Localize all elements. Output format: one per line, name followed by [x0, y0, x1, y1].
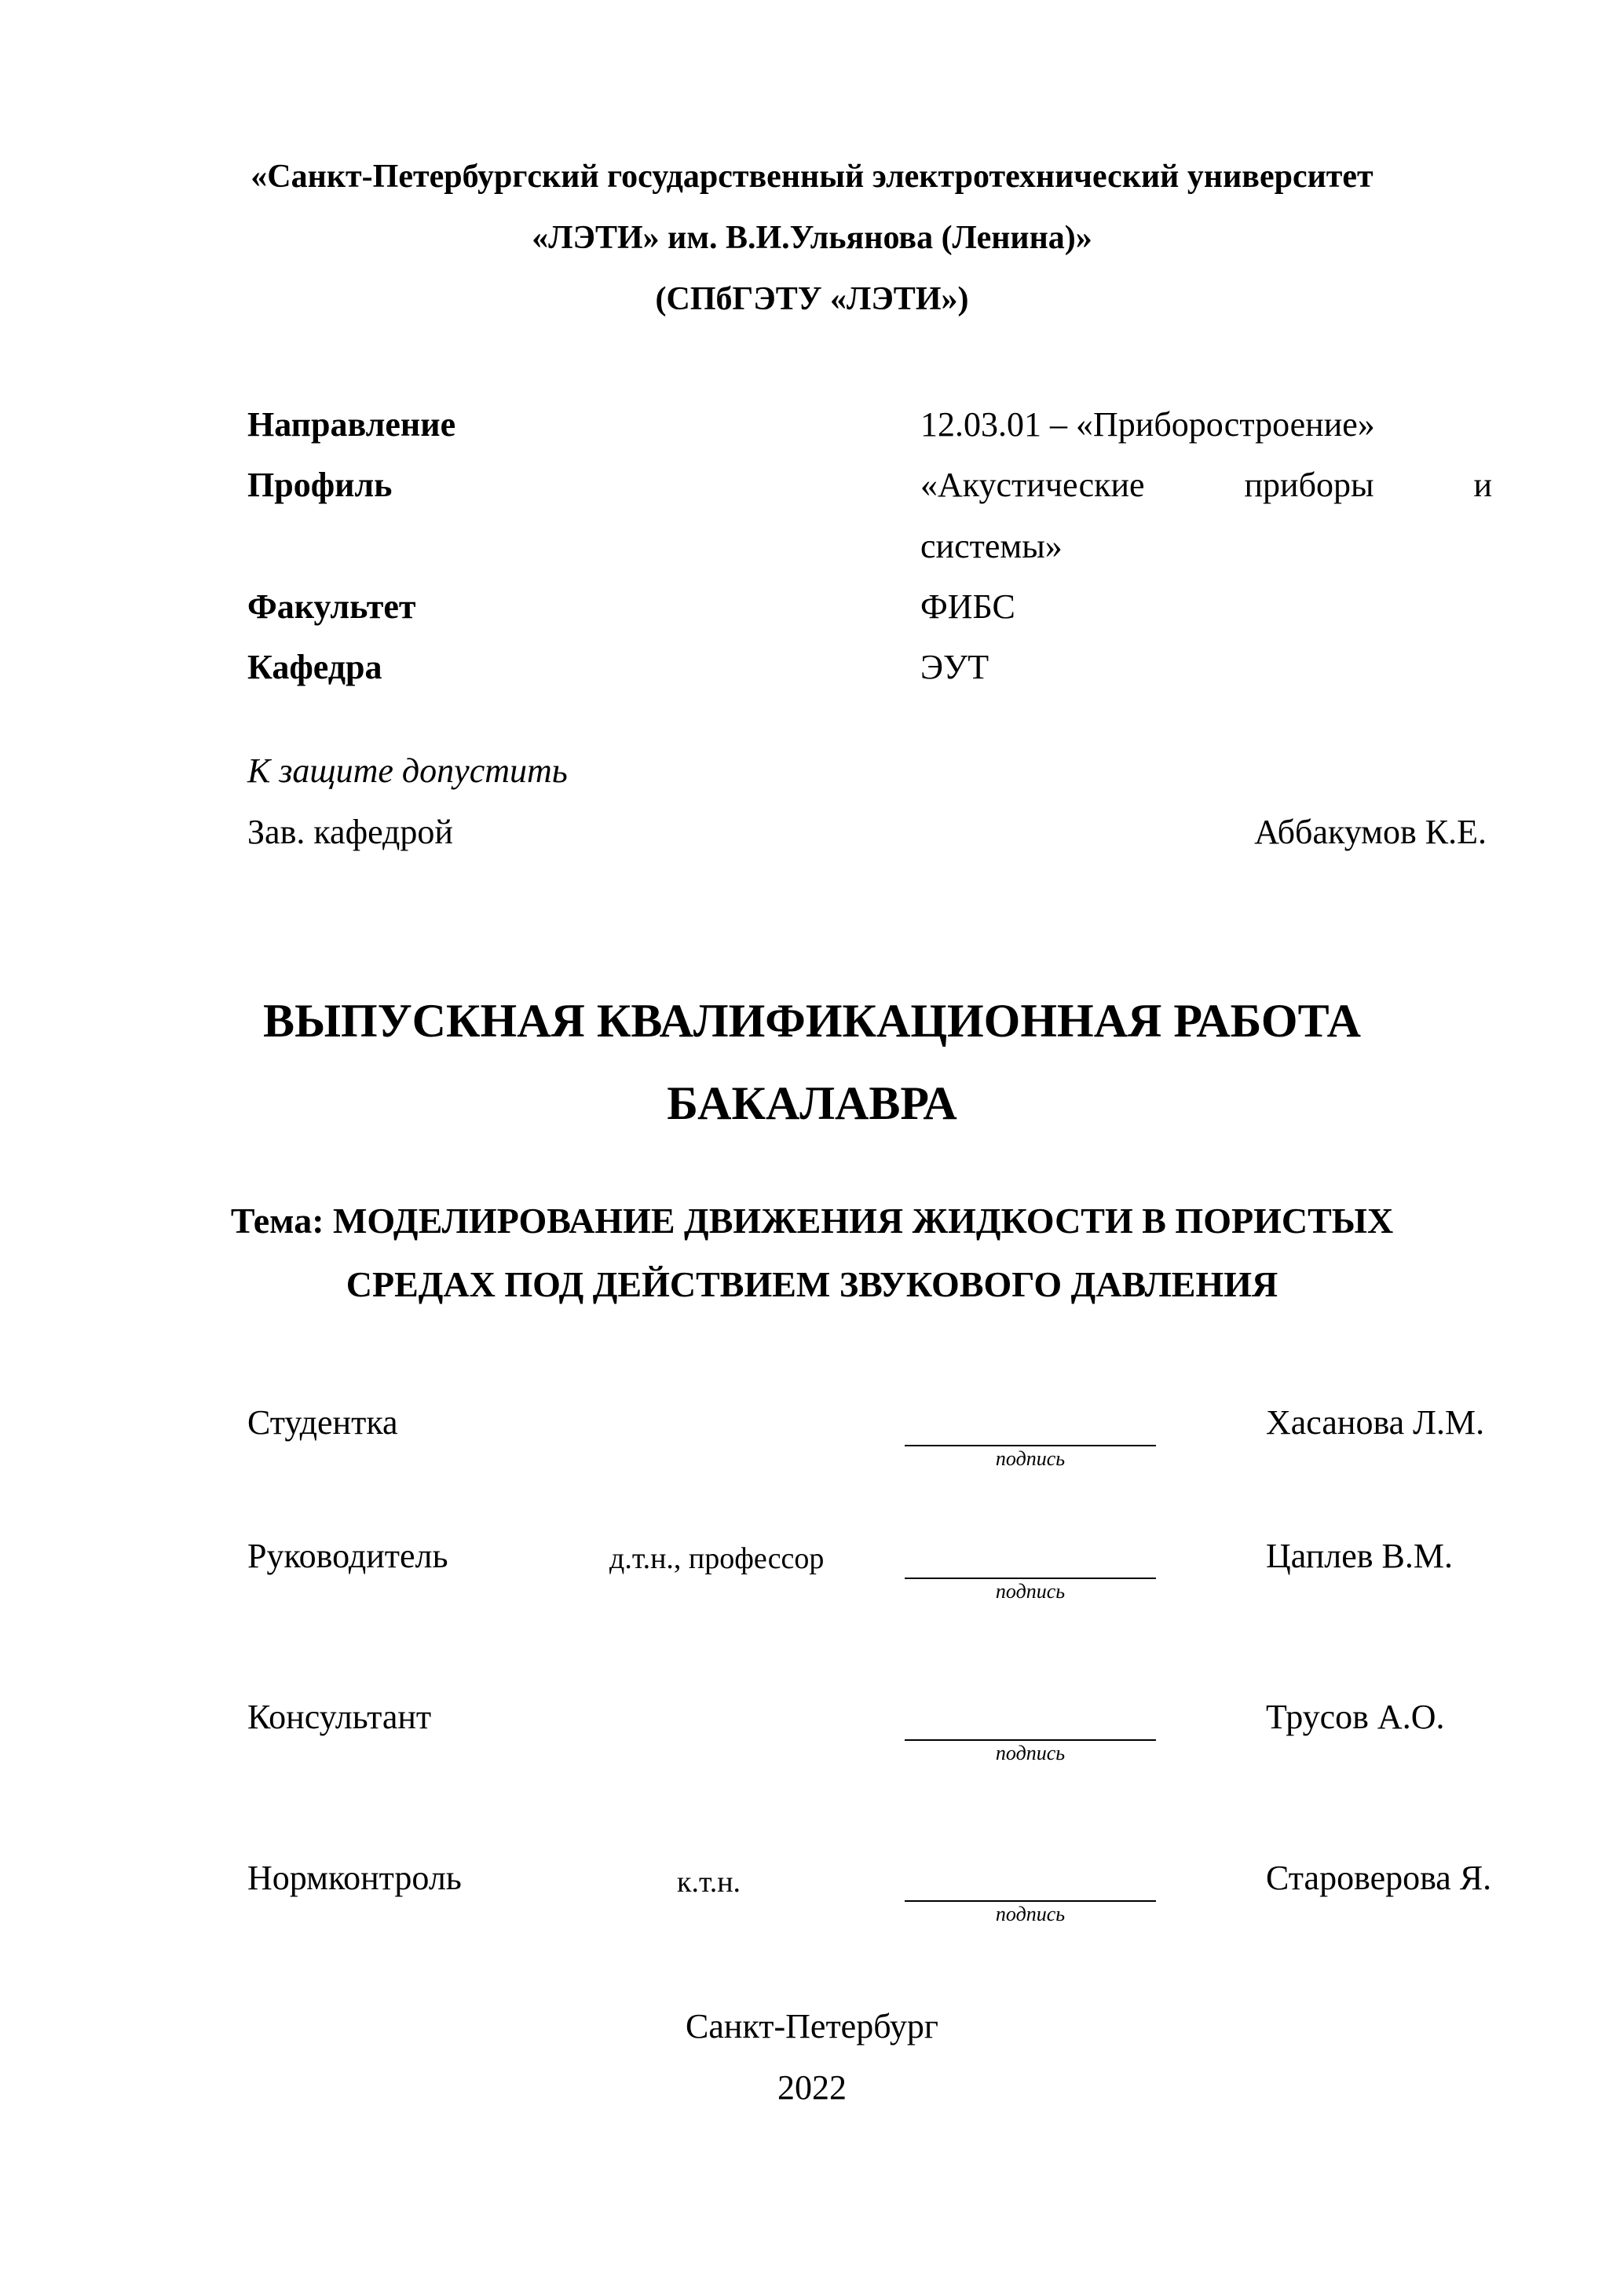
signature-name-supervisor: Цаплев В.М.	[1266, 1537, 1454, 1575]
profile-value	[920, 465, 1492, 506]
faculty-label: Факультет	[247, 587, 416, 626]
department-value: ЭУТ	[920, 648, 989, 686]
footer-city: Санкт-Петербург	[686, 2007, 938, 2046]
signature-role-consultant: Консультант	[247, 1698, 432, 1736]
signature-line-consultant	[905, 1739, 1156, 1741]
signature-hint-consultant: подпись	[995, 1742, 1066, 1764]
profile-word-3: и	[1473, 466, 1492, 504]
admit-to-defense: К защите допустить	[247, 751, 568, 790]
thesis-title-line2: БАКАЛАВРА	[667, 1077, 957, 1129]
signature-role-normcontrol: Нормконтроль	[247, 1859, 462, 1897]
footer-year: 2022	[777, 2068, 847, 2107]
university-short-name: (СПбГЭТУ «ЛЭТИ»)	[655, 281, 969, 317]
faculty-value: ФИБС	[920, 587, 1015, 626]
thesis-theme-line1: Тема: МОДЕЛИРОВАНИЕ ДВИЖЕНИЯ ЖИДКОСТИ В ПОРИСТЫХ	[230, 1201, 1394, 1241]
signature-line-student	[905, 1445, 1156, 1446]
signature-name-normcontrol: Староверова Я.	[1266, 1859, 1492, 1897]
thesis-theme-line2: СРЕДАХ ПОД ДЕЙСТВИЕМ ЗВУКОВОГО ДАВЛЕНИЯ	[346, 1264, 1278, 1304]
signature-line-normcontrol	[905, 1900, 1156, 1902]
university-name-line2: «ЛЭТИ» им. В.И.Ульянова (Ленина)»	[532, 220, 1092, 256]
signature-role-student: Студентка	[247, 1403, 398, 1442]
signature-line-supervisor	[905, 1578, 1156, 1579]
signature-hint-supervisor: подпись	[995, 1580, 1066, 1603]
signature-hint-normcontrol: подпись	[995, 1903, 1066, 1925]
university-name-line1: «Санкт-Петербургский государственный электротехнический университет	[251, 159, 1373, 195]
head-of-department-name: Аббакумов К.Е.	[1254, 813, 1487, 851]
direction-label: Направление	[247, 405, 456, 444]
signature-degree-supervisor: д.т.н., профессор	[609, 1542, 825, 1575]
signature-name-student: Хасанова Л.М.	[1266, 1403, 1485, 1442]
head-of-department-label: Зав. кафедрой	[247, 813, 453, 851]
thesis-title-line1: ВЫПУСКНАЯ КВАЛИФИКАЦИОННАЯ РАБОТА	[263, 995, 1361, 1047]
signature-hint-student: подпись	[995, 1447, 1066, 1470]
signature-degree-normcontrol: к.т.н.	[677, 1866, 741, 1899]
signature-name-consultant: Трусов А.О.	[1266, 1698, 1445, 1736]
department-label: Кафедра	[247, 648, 382, 686]
profile-value-line2: системы»	[920, 527, 1063, 565]
profile-label: Профиль	[247, 466, 393, 504]
signature-role-supervisor: Руководитель	[247, 1537, 448, 1575]
profile-word-2: приборы	[1244, 466, 1374, 504]
profile-word-1: «Акустические	[920, 466, 1145, 504]
direction-value: 12.03.01 – «Приборостроение»	[920, 405, 1375, 444]
